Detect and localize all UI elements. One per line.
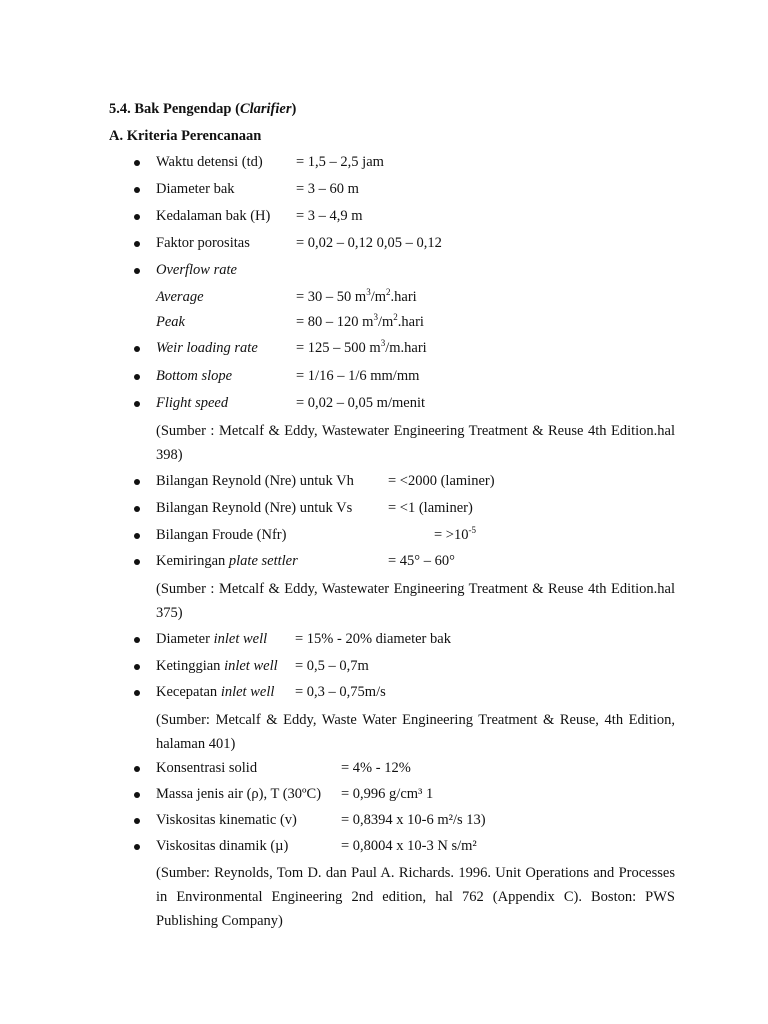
item-label: Konsentrasi solid	[156, 760, 258, 776]
bullet-icon	[134, 690, 140, 696]
value-part: .hari	[390, 289, 417, 305]
item-value: = 0,996 g/cm³ 1	[341, 786, 434, 802]
item-value: = 0,8004 x 10-3 N s/m²	[341, 838, 477, 854]
item-value: = 1,5 – 2,5 jam	[296, 154, 384, 170]
item-value	[434, 527, 476, 544]
item-value: = 0,8394 x 10-6 m²/s 13)	[341, 812, 486, 828]
bullet-icon	[134, 374, 140, 380]
item-label	[156, 553, 298, 570]
item-label: Flight speed	[156, 395, 229, 411]
value-superscript: -5	[468, 525, 476, 536]
bullet-icon	[134, 844, 140, 850]
bullet-icon	[134, 160, 140, 166]
value-part: = 30 – 50 m	[296, 289, 367, 305]
item-label: Average	[156, 289, 204, 305]
value-superscript: 3	[380, 338, 386, 349]
item-label: Peak	[156, 314, 185, 330]
item-value	[296, 289, 417, 306]
section-title-close: )	[291, 101, 297, 117]
label-italic: plate settler	[228, 553, 298, 569]
bullet-icon	[134, 241, 140, 247]
item-label: Viskositas kinematic (v)	[156, 812, 297, 828]
item-label: Bilangan Reynold (Nre) untuk Vs	[156, 500, 353, 516]
value-part: /m	[377, 314, 394, 330]
bullet-icon	[134, 214, 140, 220]
value-part: = 125 – 500 m	[296, 340, 381, 356]
item-value	[296, 314, 424, 331]
item-label: Waktu detensi (td)	[156, 154, 263, 170]
item-label: Kedalaman bak (H)	[156, 208, 271, 224]
bullet-icon	[134, 506, 140, 512]
label-italic: inlet well	[220, 684, 275, 700]
label-part: Kecepatan	[156, 684, 221, 700]
source-citation: (Sumber: Reynolds, Tom D. dan Paul A. Richards. 1996. Unit Operations and Processes in Environmental Engineering 2nd edition, hal 762 (Appendix C). Boston: PWS Publishing Company)	[156, 865, 675, 929]
bullet-icon	[134, 401, 140, 407]
item-label	[156, 631, 267, 648]
value-part: .hari	[397, 314, 424, 330]
section-title	[109, 101, 296, 118]
item-value: = 3 – 4,9 m	[296, 208, 363, 224]
item-value: = 0,02 – 0,12 0,05 – 0,12	[296, 235, 442, 251]
bullet-icon	[134, 818, 140, 824]
subsection-title: A. Kriteria Perencanaan	[109, 128, 262, 144]
value-superscript: 2	[393, 312, 398, 323]
item-label: Bilangan Reynold (Nre) untuk Vh	[156, 473, 354, 489]
item-label: Viskositas dinamik (µ)	[156, 838, 289, 854]
item-value: = <2000 (laminer)	[388, 473, 495, 489]
item-label: Weir loading rate	[156, 340, 258, 356]
bullet-icon	[134, 187, 140, 193]
bullet-icon	[134, 533, 140, 539]
label-italic: inlet well	[213, 631, 268, 647]
item-label: Bottom slope	[156, 368, 233, 384]
value-superscript: 3	[366, 287, 371, 298]
item-value: = 1/16 – 1/6 mm/mm	[296, 368, 420, 384]
item-value: = 0,5 – 0,7m	[295, 658, 369, 674]
bullet-icon	[134, 637, 140, 643]
item-value: = 15% - 20% diameter bak	[295, 631, 451, 647]
value-part: = 80 – 120 m	[296, 314, 374, 330]
label-part: Ketinggian	[156, 658, 225, 674]
item-value: = 4% - 12%	[341, 760, 411, 776]
bullet-icon	[134, 559, 140, 565]
item-label: Bilangan Froude (Nfr)	[156, 527, 287, 543]
label-part: Diameter	[156, 631, 214, 647]
value-part: = >10	[434, 527, 469, 543]
item-label: Overflow rate	[156, 262, 237, 278]
section-number: 5.4. Bak Pengendap (	[109, 101, 240, 117]
bullet-icon	[134, 268, 140, 274]
item-value: = 45° – 60°	[388, 553, 455, 569]
source-citation: (Sumber : Metcalf & Eddy, Wastewater Engineering Treatment & Reuse 4th Edition.hal 375)	[156, 581, 675, 621]
value-superscript: 3	[373, 312, 378, 323]
item-value: = <1 (laminer)	[388, 500, 473, 516]
bullet-icon	[134, 792, 140, 798]
bullet-icon	[134, 346, 140, 352]
value-superscript: 2	[386, 287, 391, 298]
item-label: Diameter bak	[156, 181, 235, 197]
section-title-italic: Clarifier	[239, 101, 292, 117]
source-citation: (Sumber : Metcalf & Eddy, Wastewater Engineering Treatment & Reuse 4th Edition.hal 398)	[156, 423, 675, 463]
label-italic: inlet well	[224, 658, 278, 674]
item-value	[296, 340, 427, 357]
label-part: Kemiringan	[156, 553, 229, 569]
item-label	[156, 658, 278, 675]
value-part: /m	[370, 289, 387, 305]
item-value: = 0,02 – 0,05 m/menit	[296, 395, 426, 411]
item-label	[156, 684, 274, 701]
item-label: Faktor porositas	[156, 235, 250, 251]
bullet-icon	[134, 479, 140, 485]
bullet-icon	[134, 766, 140, 772]
source-citation: (Sumber: Metcalf & Eddy, Waste Water Engineering Treatment & Reuse, 4th Edition, halaman 401)	[156, 712, 675, 752]
item-value: = 3 – 60 m	[296, 181, 359, 197]
item-value: = 0,3 – 0,75m/s	[295, 684, 386, 700]
bullet-icon	[134, 664, 140, 670]
value-part: /m.hari	[385, 340, 427, 356]
item-label: Massa jenis air (ρ), T (30ºC)	[156, 786, 322, 802]
